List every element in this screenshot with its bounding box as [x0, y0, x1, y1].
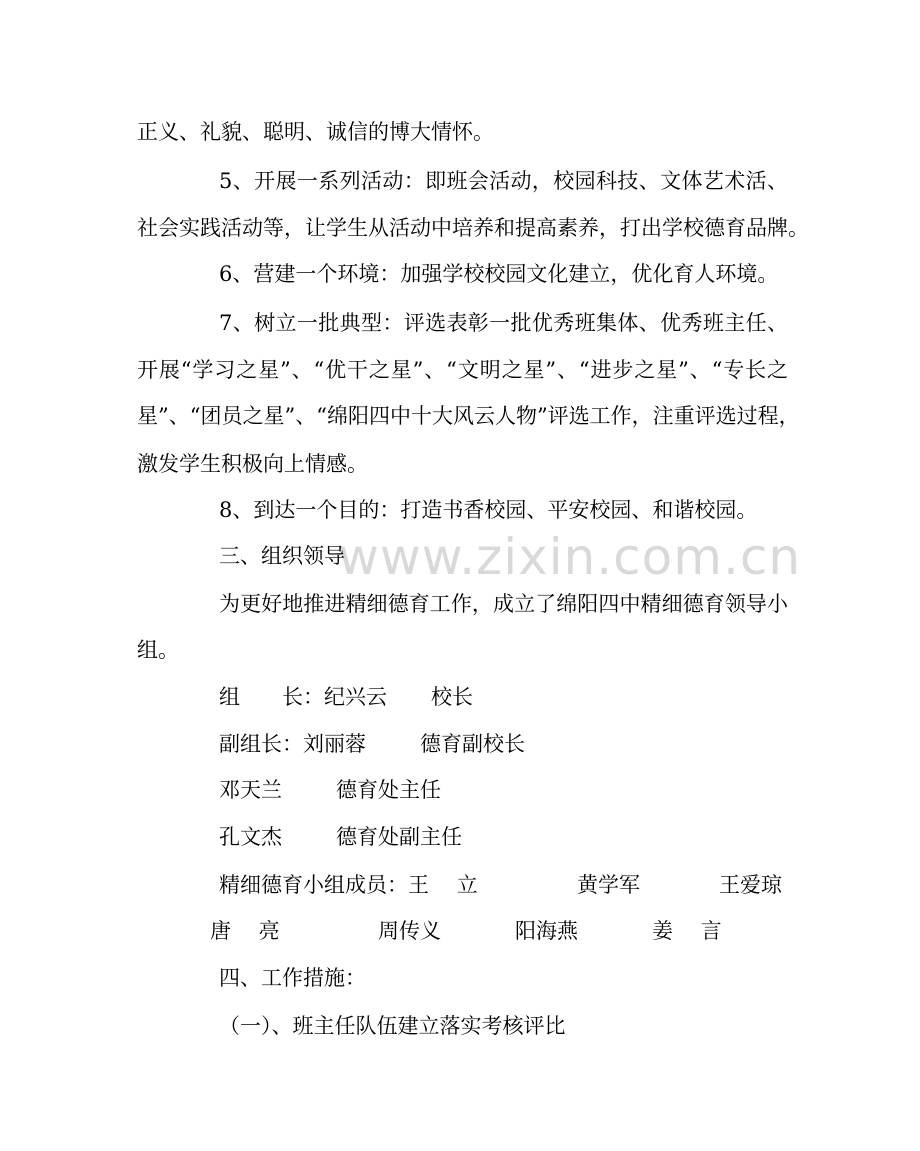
group-member-name: 阳海燕 [515, 919, 578, 943]
group-member-name: 王爱琼 [719, 873, 782, 897]
leader-role: 校长 [431, 685, 473, 709]
paragraph-line: 星”、“团员之星”、“绵阳四中十大风云人物”评选工作，注重评选过程， [137, 404, 800, 428]
paragraph-line: 社会实践活动等，让学生从活动中培养和提高素养，打出学校德育品牌。 [137, 216, 809, 240]
subsection-heading: （一）、班主任队伍建立落实考核评比 [219, 1014, 566, 1038]
group-member-name: 周传义 [378, 919, 441, 943]
paragraph-line: 组。 [137, 638, 179, 662]
watermark: www.zixin.com.cn [338, 528, 802, 586]
member-role: 德育处副主任 [336, 825, 462, 849]
leader-title: 组 长：纪兴云 [219, 685, 387, 709]
group-member-name: 姜 言 [652, 919, 722, 943]
paragraph-line: 7、树立一批典型：评选表彰一批优秀班集体、优秀班主任、 [219, 311, 788, 335]
deputy-leader-role: 德育副校长 [420, 732, 525, 756]
member-name: 孔文杰 [219, 825, 282, 849]
paragraph-line: 开展“学习之星”、“优干之星”、“文明之星”、“进步之星”、“专长之 [137, 358, 788, 382]
group-members-label: 精细德育小组成员：王 立 [219, 873, 478, 897]
paragraph-line: 激发学生积极向上情感。 [137, 452, 368, 476]
paragraph-line: 6、营建一个环境：加强学校校园文化建立，优化育人环境。 [219, 262, 779, 286]
group-member-name: 黄学军 [577, 873, 640, 897]
deputy-leader-title: 副组长：刘丽蓉 [219, 732, 366, 756]
section-heading: 三、组织领导 [219, 544, 345, 568]
paragraph-line: 为更好地推进精细德育工作，成立了绵阳四中精细德育领导小 [219, 592, 788, 616]
member-role: 德育处主任 [336, 778, 441, 802]
paragraph-line: 5、开展一系列活动：即班会活动，校园科技、文体艺术活、 [219, 169, 788, 193]
section-heading: 四、工作措施： [219, 966, 366, 990]
member-name: 邓天兰 [219, 778, 282, 802]
paragraph-line: 8、到达一个目的：打造书香校园、平安校园、和谐校园。 [219, 498, 758, 522]
paragraph-line: 正义、礼貌、聪明、诚信的博大情怀。 [137, 120, 494, 144]
group-member-name: 唐 亮 [210, 919, 280, 943]
